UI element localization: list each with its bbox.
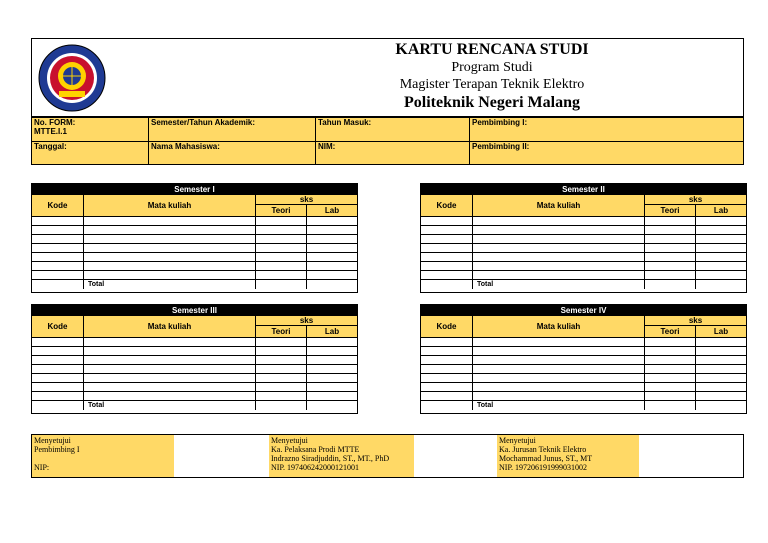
kode-cell[interactable] (421, 347, 473, 356)
student-info (31, 117, 744, 165)
kode-cell[interactable] (32, 226, 84, 235)
approval-department-head (497, 435, 639, 477)
table-body (32, 217, 357, 292)
lab-cell[interactable] (307, 253, 357, 262)
table-header (32, 316, 357, 338)
table-body (421, 217, 746, 292)
lab-cell[interactable] (696, 401, 746, 410)
column-header-sks: sks (256, 316, 357, 326)
teori-cell[interactable] (645, 271, 696, 280)
approval-text: Menyetujui (271, 436, 308, 445)
table-row (32, 271, 357, 280)
teori-cell[interactable] (256, 226, 307, 235)
kode-cell[interactable] (32, 280, 84, 289)
column-header-kode: Kode (32, 316, 84, 337)
advisor-1-field[interactable]: Pembimbing I: (472, 118, 528, 127)
teori-cell[interactable] (256, 271, 307, 280)
mata-kuliah-cell[interactable] (84, 271, 256, 280)
table-row (421, 347, 746, 356)
table-row (421, 338, 746, 347)
teori-cell[interactable] (256, 262, 307, 271)
mata-kuliah-cell[interactable] (473, 235, 645, 244)
approval-nip: NIP: (34, 463, 50, 472)
mata-kuliah-cell[interactable] (84, 253, 256, 262)
table-row (32, 280, 357, 289)
entry-year-field[interactable]: Tahun Masuk: (316, 117, 470, 141)
teori-cell[interactable] (645, 262, 696, 271)
lab-cell[interactable] (696, 262, 746, 271)
mata-kuliah-cell[interactable] (473, 356, 645, 365)
kode-cell[interactable] (421, 253, 473, 262)
mata-kuliah-cell[interactable] (473, 217, 645, 226)
form-header (31, 38, 744, 117)
lab-cell[interactable] (307, 347, 357, 356)
kode-cell[interactable] (32, 217, 84, 226)
teori-cell[interactable] (645, 217, 696, 226)
form-number-field[interactable] (32, 117, 149, 141)
kode-cell[interactable] (421, 226, 473, 235)
table-body (32, 338, 357, 413)
semester-4-table (420, 304, 747, 414)
table-row (32, 365, 357, 374)
teori-cell[interactable] (256, 235, 307, 244)
column-header-sks: sks (256, 195, 357, 205)
lab-cell[interactable] (696, 392, 746, 401)
teori-cell[interactable] (645, 365, 696, 374)
teori-cell[interactable] (256, 244, 307, 253)
table-row (32, 356, 357, 365)
mata-kuliah-cell[interactable] (473, 262, 645, 271)
approval-role: Ka. Pelaksana Prodi MTTE (271, 445, 360, 454)
kode-cell[interactable] (421, 244, 473, 253)
column-header-mata-kuliah: Mata kuliah (473, 195, 645, 216)
kode-cell[interactable] (421, 338, 473, 347)
teori-cell[interactable] (256, 280, 307, 289)
program-label: Program Studi (451, 60, 533, 75)
kode-cell[interactable] (32, 401, 84, 410)
approval-name: Mochammad Junus, ST., MT (499, 454, 593, 463)
semester-2-table (420, 183, 747, 293)
approval-text: Menyetujui (499, 436, 536, 445)
table-row (32, 338, 357, 347)
lab-cell[interactable] (307, 383, 357, 392)
lab-cell[interactable] (307, 271, 357, 280)
teori-cell[interactable] (645, 374, 696, 383)
academic-year-field[interactable]: Semester/Tahun Akademik: (149, 117, 316, 141)
approval-nip: NIP. 197406242000121001 (271, 463, 360, 472)
mata-kuliah-cell[interactable] (84, 244, 256, 253)
teori-cell[interactable] (645, 280, 696, 289)
program-name: Magister Terapan Teknik Elektro (399, 77, 585, 92)
semester-title: Semester IV (421, 305, 746, 316)
lab-cell[interactable] (696, 244, 746, 253)
table-row (32, 401, 357, 410)
kode-cell[interactable] (421, 365, 473, 374)
teori-cell[interactable] (256, 401, 307, 410)
kode-cell[interactable] (32, 392, 84, 401)
lab-cell[interactable] (307, 280, 357, 289)
lab-cell[interactable] (696, 271, 746, 280)
teori-cell[interactable] (256, 383, 307, 392)
approval-role: Ka. Jurusan Teknik Elektro (499, 445, 587, 454)
lab-cell[interactable] (696, 235, 746, 244)
mata-kuliah-cell[interactable] (84, 262, 256, 271)
lab-cell[interactable] (307, 401, 357, 410)
lab-cell[interactable] (307, 374, 357, 383)
approval-name (34, 454, 172, 463)
total-label: Total (473, 280, 645, 289)
teori-cell[interactable] (645, 338, 696, 347)
mata-kuliah-cell[interactable] (473, 271, 645, 280)
polinema-logo-icon (37, 43, 107, 113)
table-row (421, 374, 746, 383)
kode-cell[interactable] (32, 244, 84, 253)
teori-cell[interactable] (645, 401, 696, 410)
table-row (421, 226, 746, 235)
table-row (32, 226, 357, 235)
table-row (421, 271, 746, 280)
table-row (421, 244, 746, 253)
semester-3-table (31, 304, 358, 414)
lab-cell[interactable] (696, 280, 746, 289)
kode-cell[interactable] (421, 374, 473, 383)
semester-1-table (31, 183, 358, 293)
table-row (32, 383, 357, 392)
table-row (32, 235, 357, 244)
table-row (421, 365, 746, 374)
lab-cell[interactable] (307, 226, 357, 235)
column-header-teori: Teori (256, 326, 307, 337)
table-row (421, 217, 746, 226)
table-row (421, 262, 746, 271)
teori-cell[interactable] (256, 365, 307, 374)
column-header-lab: Lab (713, 206, 729, 215)
form-number-value: MTTE.I.1 (34, 127, 67, 136)
column-header-teori: Teori (256, 205, 307, 216)
lab-cell[interactable] (307, 244, 357, 253)
table-header (32, 195, 357, 217)
table-row (421, 392, 746, 401)
kode-cell[interactable] (421, 356, 473, 365)
total-label: Total (84, 280, 256, 289)
nim-field[interactable]: NIM: (316, 141, 470, 165)
table-body (421, 338, 746, 413)
teori-cell[interactable] (645, 253, 696, 262)
mata-kuliah-cell[interactable] (84, 383, 256, 392)
teori-cell[interactable] (645, 235, 696, 244)
kode-cell[interactable] (32, 253, 84, 262)
column-header-kode: Kode (421, 316, 473, 337)
column-header-kode: Kode (421, 195, 473, 216)
mata-kuliah-cell[interactable] (473, 383, 645, 392)
table-row (421, 235, 746, 244)
table-row (32, 253, 357, 262)
kode-cell[interactable] (421, 401, 473, 410)
teori-cell[interactable] (645, 356, 696, 365)
teori-cell[interactable] (256, 356, 307, 365)
total-label: Total (84, 401, 256, 410)
kode-cell[interactable] (32, 347, 84, 356)
mata-kuliah-cell[interactable] (84, 365, 256, 374)
kode-cell[interactable] (421, 217, 473, 226)
lab-cell[interactable] (307, 365, 357, 374)
column-header-lab: Lab (324, 206, 340, 215)
kode-cell[interactable] (32, 271, 84, 280)
lab-cell[interactable] (307, 235, 357, 244)
mata-kuliah-cell[interactable] (84, 226, 256, 235)
approval-section (31, 434, 744, 478)
column-header-mata-kuliah: Mata kuliah (84, 195, 256, 216)
student-name-field[interactable]: Nama Mahasiswa: (149, 141, 316, 165)
table-header (421, 316, 746, 338)
mata-kuliah-cell[interactable] (84, 374, 256, 383)
form-title: KARTU RENCANA STUDI (395, 41, 589, 58)
column-header-sks: sks (645, 195, 746, 205)
table-row (32, 374, 357, 383)
form-number-label: No. FORM: (34, 118, 76, 127)
kode-cell[interactable] (421, 271, 473, 280)
table-row (421, 356, 746, 365)
lab-cell[interactable] (696, 226, 746, 235)
teori-cell[interactable] (256, 392, 307, 401)
lab-cell[interactable] (696, 374, 746, 383)
column-header-mata-kuliah: Mata kuliah (473, 316, 645, 337)
kode-cell[interactable] (32, 383, 84, 392)
advisor-2-field[interactable]: Pembimbing II: (472, 142, 530, 151)
teori-cell[interactable] (645, 244, 696, 253)
kode-cell[interactable] (32, 338, 84, 347)
mata-kuliah-cell[interactable] (473, 347, 645, 356)
lab-cell[interactable] (307, 262, 357, 271)
mata-kuliah-cell[interactable] (473, 253, 645, 262)
column-header-mata-kuliah: Mata kuliah (84, 316, 256, 337)
kode-cell[interactable] (32, 235, 84, 244)
lab-cell[interactable] (307, 217, 357, 226)
table-row (32, 244, 357, 253)
approval-nip: NIP. 197206191999031002 (499, 463, 588, 472)
institution-name: Politeknik Negeri Malang (404, 94, 580, 111)
mata-kuliah-cell[interactable] (473, 374, 645, 383)
mata-kuliah-cell[interactable] (84, 338, 256, 347)
kode-cell[interactable] (421, 235, 473, 244)
kode-cell[interactable] (421, 262, 473, 271)
approval-text: Menyetujui (34, 436, 71, 445)
mata-kuliah-cell[interactable] (84, 235, 256, 244)
total-label: Total (473, 401, 645, 410)
approval-name: Indrazno Siradjuddin, ST., MT., PhD (271, 454, 390, 463)
teori-cell[interactable] (256, 347, 307, 356)
approval-prodi-head (269, 435, 414, 477)
kode-cell[interactable] (32, 374, 84, 383)
teori-cell[interactable] (645, 347, 696, 356)
semester-title: Semester II (421, 184, 746, 195)
mata-kuliah-cell[interactable] (473, 392, 645, 401)
table-row (32, 262, 357, 271)
column-header-teori: Teori (645, 205, 696, 216)
semester-title: Semester I (32, 184, 357, 195)
lab-cell[interactable] (696, 253, 746, 262)
lab-cell[interactable] (307, 338, 357, 347)
kode-cell[interactable] (32, 262, 84, 271)
lab-cell[interactable] (307, 356, 357, 365)
column-header-teori: Teori (645, 326, 696, 337)
mata-kuliah-cell[interactable] (473, 338, 645, 347)
mata-kuliah-cell[interactable] (473, 226, 645, 235)
mata-kuliah-cell[interactable] (84, 392, 256, 401)
kode-cell[interactable] (32, 365, 84, 374)
title-block (257, 39, 727, 112)
table-row (421, 383, 746, 392)
column-header-sks: sks (645, 316, 746, 326)
kode-cell[interactable] (32, 356, 84, 365)
kode-cell[interactable] (421, 280, 473, 289)
lab-cell[interactable] (696, 217, 746, 226)
approval-role: Pembimbing I (34, 445, 80, 454)
lab-cell[interactable] (696, 365, 746, 374)
lab-cell[interactable] (307, 392, 357, 401)
semester-title: Semester III (32, 305, 357, 316)
teori-cell[interactable] (256, 338, 307, 347)
lab-cell[interactable] (696, 338, 746, 347)
column-header-kode: Kode (32, 195, 84, 216)
approval-advisor (32, 435, 174, 477)
teori-cell[interactable] (645, 226, 696, 235)
date-field[interactable]: Tanggal: (32, 141, 149, 165)
teori-cell[interactable] (645, 392, 696, 401)
table-row (32, 392, 357, 401)
kode-cell[interactable] (421, 383, 473, 392)
kode-cell[interactable] (421, 392, 473, 401)
table-row (32, 217, 357, 226)
mata-kuliah-cell[interactable] (84, 347, 256, 356)
column-header-lab: Lab (713, 327, 729, 336)
teori-cell[interactable] (645, 383, 696, 392)
lab-cell[interactable] (696, 356, 746, 365)
teori-cell[interactable] (256, 374, 307, 383)
mata-kuliah-cell[interactable] (473, 365, 645, 374)
lab-cell[interactable] (696, 383, 746, 392)
lab-cell[interactable] (696, 347, 746, 356)
table-row (421, 280, 746, 289)
teori-cell[interactable] (256, 217, 307, 226)
mata-kuliah-cell[interactable] (84, 356, 256, 365)
mata-kuliah-cell[interactable] (84, 217, 256, 226)
table-row (32, 347, 357, 356)
table-row (421, 253, 746, 262)
mata-kuliah-cell[interactable] (473, 244, 645, 253)
teori-cell[interactable] (256, 253, 307, 262)
table-row (421, 401, 746, 410)
table-header (421, 195, 746, 217)
column-header-lab: Lab (324, 327, 340, 336)
